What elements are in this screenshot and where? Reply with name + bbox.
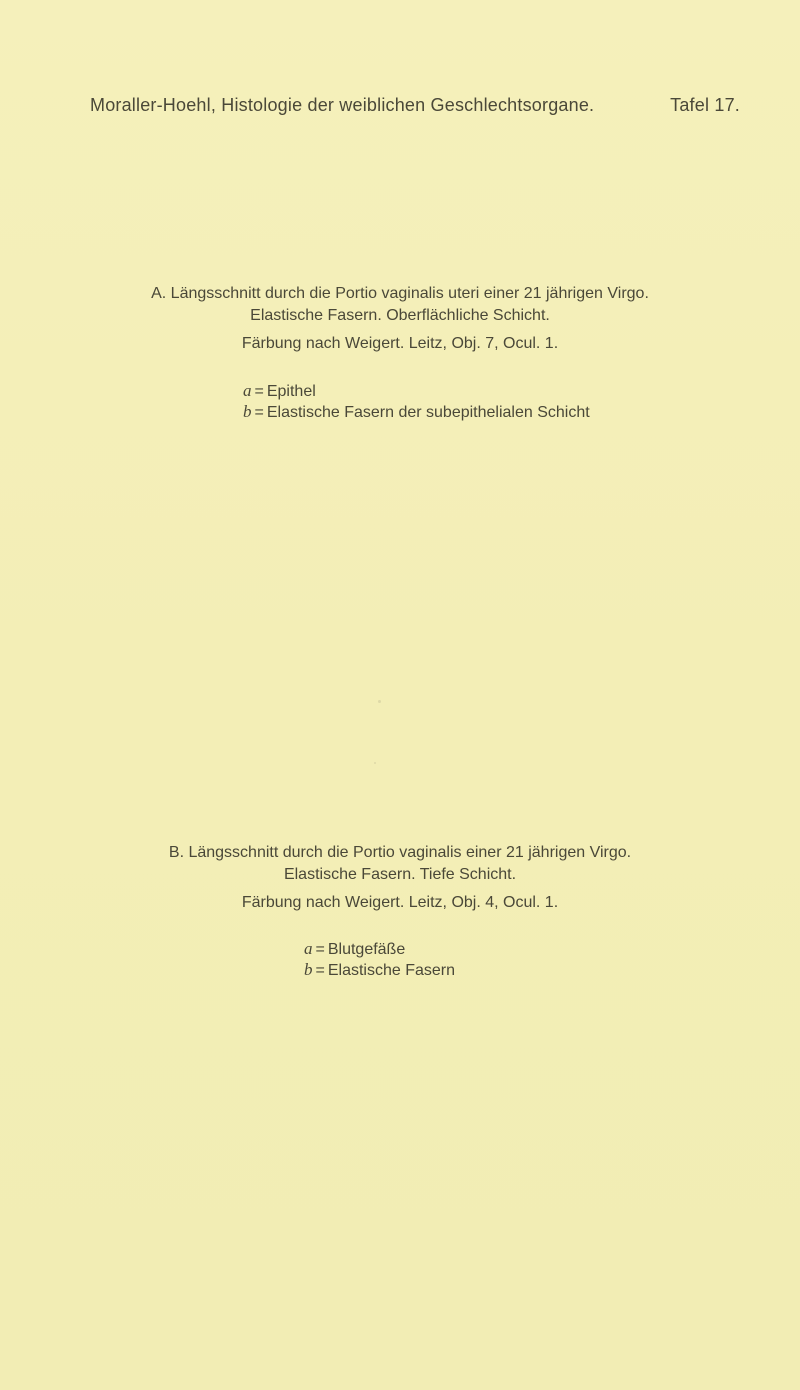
legend-equals: = (254, 404, 264, 421)
caption-b-line-3: Färbung nach Weigert. Leitz, Obj. 4, Ocul. 1. (241, 894, 559, 911)
legend-b-row-b (304, 960, 455, 981)
caption-section-b (0, 842, 800, 914)
paper-speck (378, 700, 381, 703)
legend-b-row-a (304, 939, 455, 960)
legend-section-b (304, 939, 455, 981)
caption-a-line-1: A. Längsschnitt durch die Portio vaginalis uteri einer 21 jährigen Virgo. (151, 285, 649, 302)
legend-text: Elastische Fasern (327, 962, 456, 979)
legend-text: Elastische Fasern der subepithelialen Schicht (266, 404, 590, 421)
paper-speck (374, 762, 376, 764)
legend-equals: = (315, 941, 325, 958)
legend-a-row-b (243, 402, 590, 423)
caption-b-line-1: B. Längsschnitt durch die Portio vaginalis einer 21 jährigen Virgo. (168, 844, 632, 861)
legend-equals: = (315, 962, 325, 979)
caption-b-line-2: Elastische Fasern. Tiefe Schicht. (283, 866, 517, 883)
legend-key: a (243, 381, 252, 400)
caption-a-line-2: Elastische Fasern. Oberflächliche Schicht. (250, 307, 550, 324)
running-head-title: Moraller-Hoehl, Histologie der weiblichen Geschlechtsorgane. (90, 95, 595, 115)
legend-section-a (243, 381, 590, 423)
legend-text: Epithel (266, 383, 316, 400)
caption-section-a (0, 283, 800, 355)
legend-a-row-a (243, 381, 590, 402)
legend-text: Blutgefäße (327, 941, 406, 958)
legend-key: a (304, 939, 313, 958)
caption-a-line-3: Färbung nach Weigert. Leitz, Obj. 7, Ocul. 1. (241, 335, 559, 352)
legend-key: b (304, 960, 313, 979)
plate-number: Tafel 17. (670, 95, 740, 115)
legend-key: b (243, 402, 252, 421)
legend-equals: = (254, 383, 264, 400)
